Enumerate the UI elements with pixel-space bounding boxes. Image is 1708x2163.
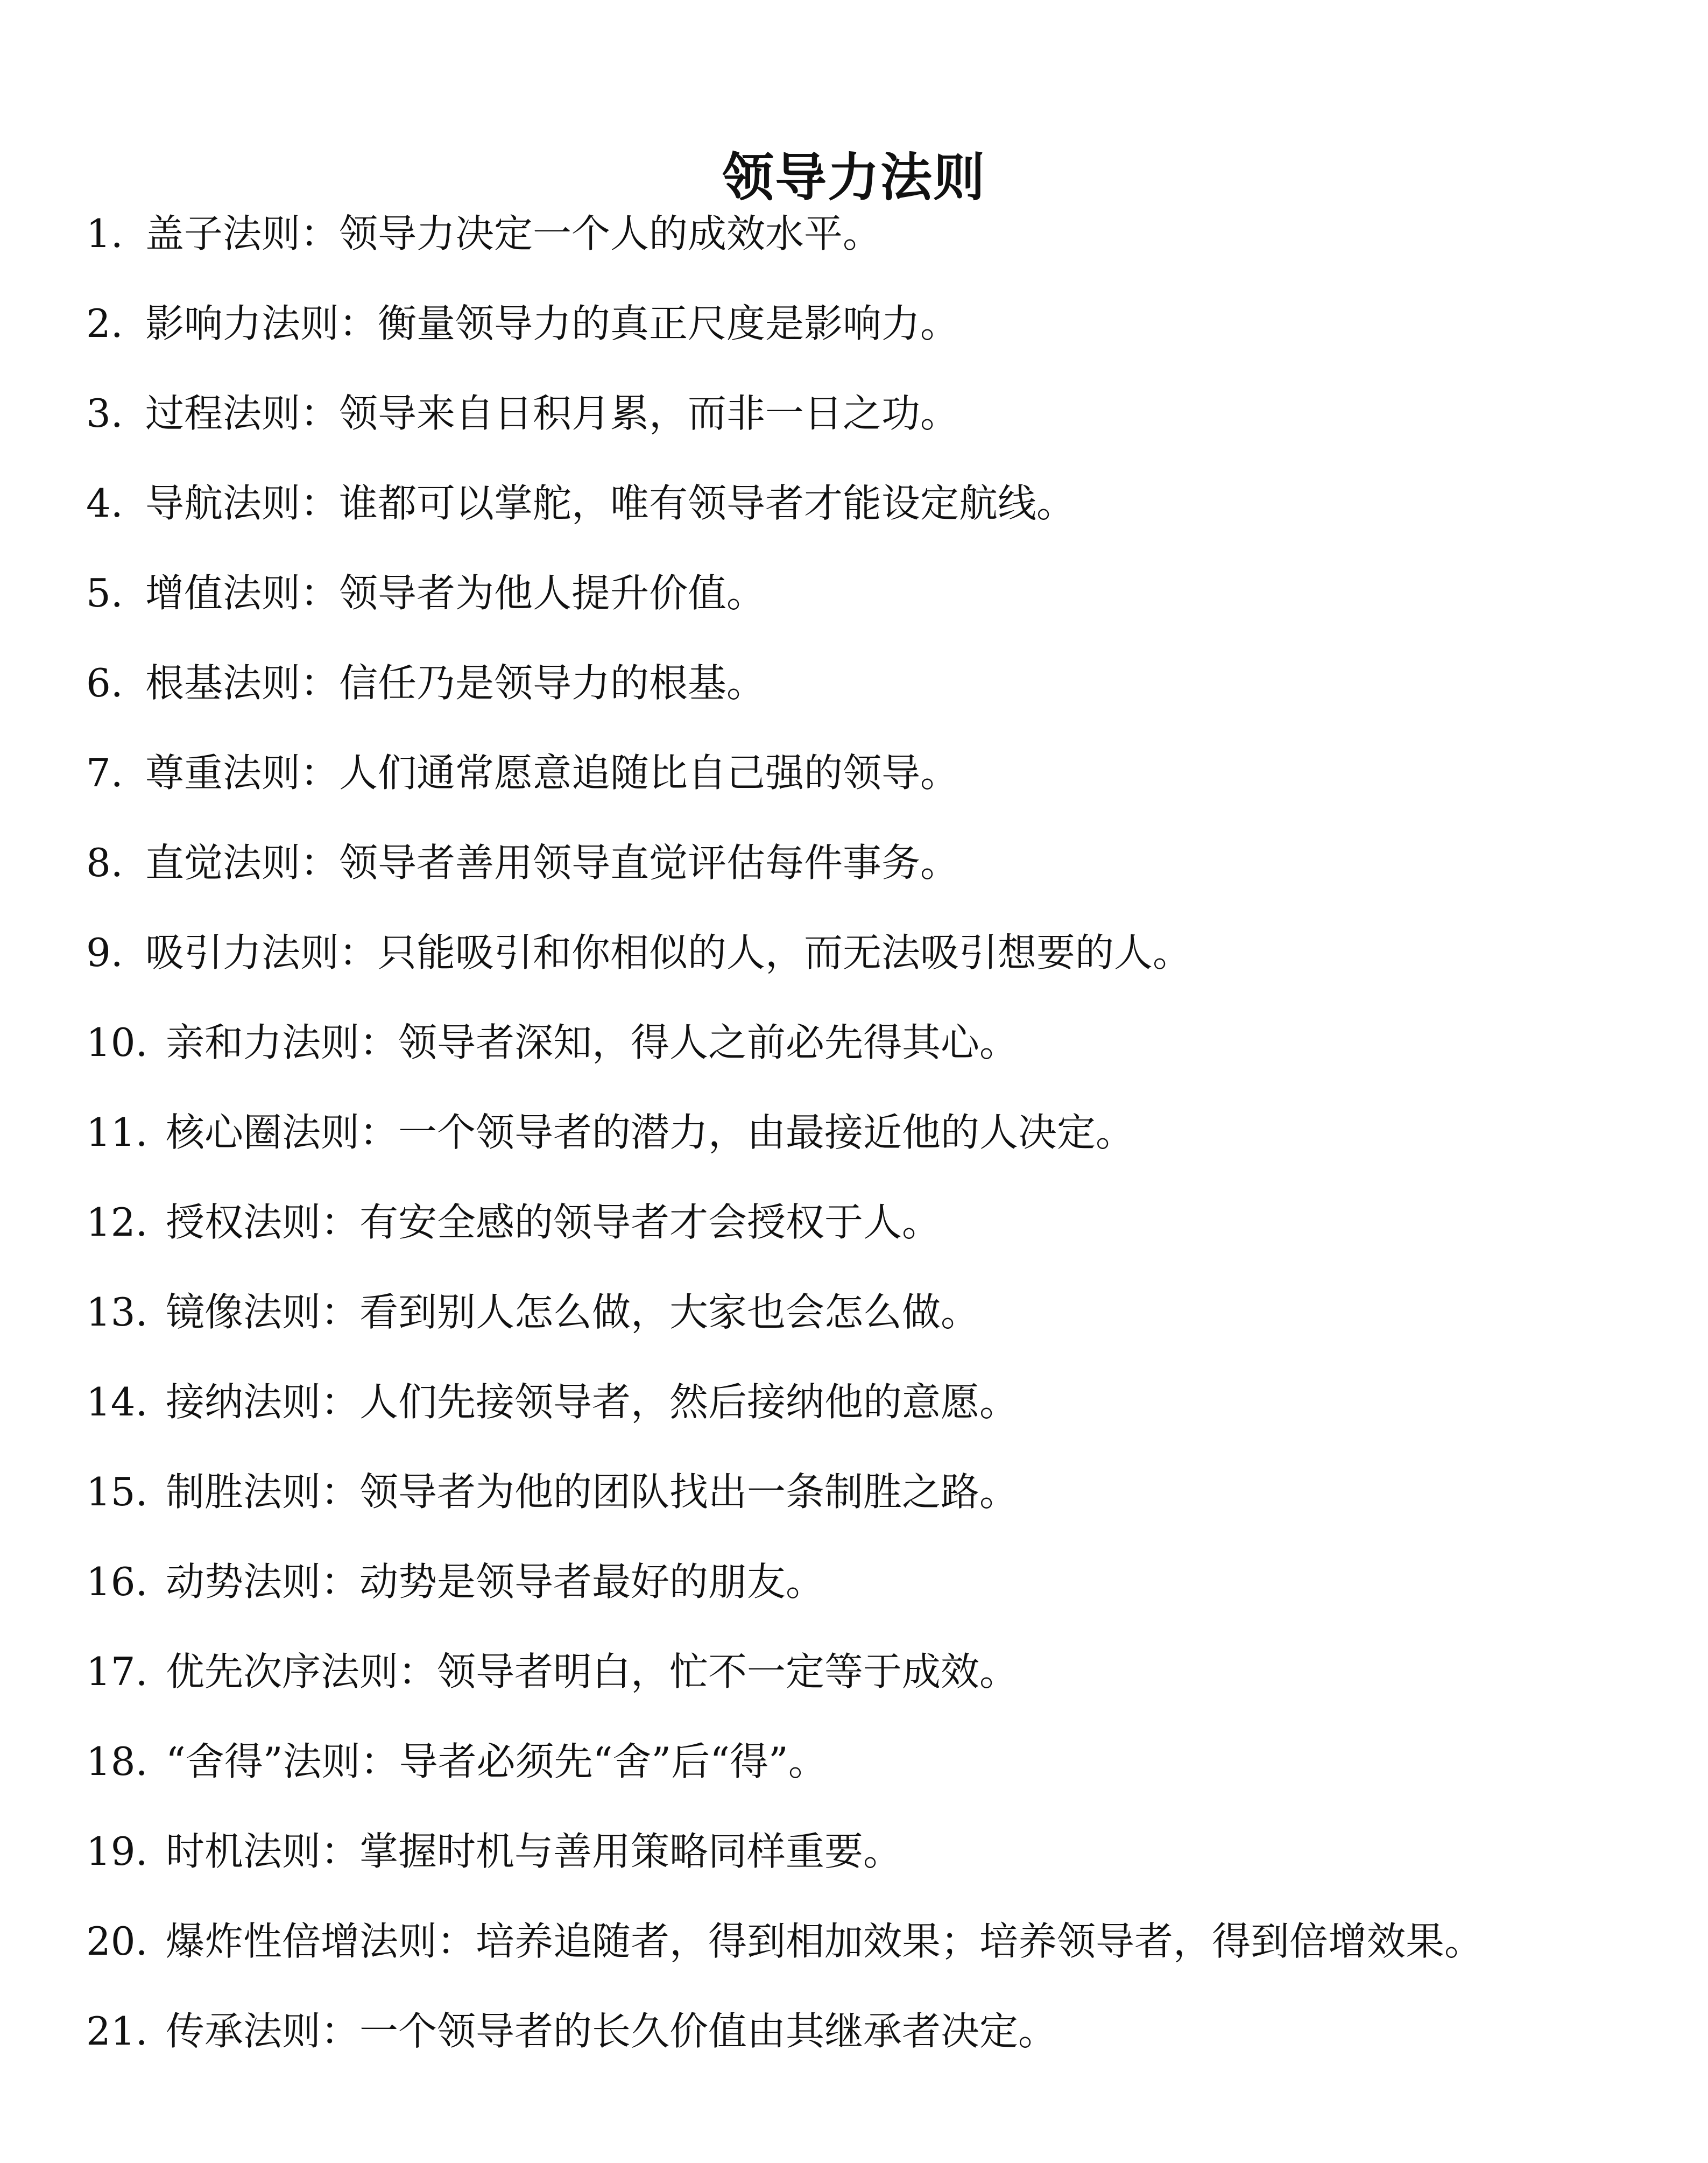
list-item <box>86 915 1679 1005</box>
item-number: 14. <box>86 1379 148 1425</box>
list-item <box>86 555 1679 645</box>
list-item <box>86 825 1679 915</box>
list-item <box>86 466 1679 555</box>
item-text: 尊重法则：人们通常愿意追随比自己强的领导。 <box>145 750 959 795</box>
item-number: 15. <box>86 1469 148 1514</box>
item-text: 接纳法则：人们先接领导者，然后接纳他的意愿。 <box>166 1379 1019 1425</box>
item-number: 7. <box>86 750 123 795</box>
item-text: 动势法则：动势是领导者最好的朋友。 <box>166 1559 825 1604</box>
item-text: 核心圈法则：一个领导者的潜力，由最接近他的人决定。 <box>166 1110 1135 1155</box>
item-number: 20. <box>86 1919 148 1964</box>
item-text: 导航法则：谁都可以掌舵，唯有领导者才能设定航线。 <box>145 481 1076 526</box>
item-number: 10. <box>86 1020 148 1065</box>
item-text: 亲和力法则：领导者深知，得人之前必先得其心。 <box>166 1020 1019 1065</box>
item-text: 传承法则：一个领导者的长久价值由其继承者决定。 <box>166 2009 1057 2054</box>
item-text: 授权法则：有安全感的领导者才会授权于人。 <box>166 1200 941 1245</box>
item-number: 3. <box>86 391 123 436</box>
list-item <box>86 286 1679 376</box>
item-text: 优先次序法则：领导者明白，忙不一定等于成效。 <box>166 1649 1019 1694</box>
list-item <box>86 1904 1679 1993</box>
item-text: 制胜法则：领导者为他的团队找出一条制胜之路。 <box>166 1469 1019 1514</box>
item-number: 19. <box>86 1829 148 1874</box>
list-item <box>86 1814 1679 1904</box>
item-text: 镜像法则：看到别人怎么做，大家也会怎么做。 <box>166 1290 980 1335</box>
list-item <box>86 1454 1679 1544</box>
item-text: 过程法则：领导来自日积月累，而非一日之功。 <box>145 391 959 436</box>
list-item <box>86 1005 1679 1095</box>
item-number: 21. <box>86 2009 148 2054</box>
item-number: 17. <box>86 1649 148 1694</box>
item-text: 爆炸性倍增法则：培养追随者，得到相加效果；培养领导者，得到倍增效果。 <box>166 1919 1484 1964</box>
item-number: 9. <box>86 930 123 975</box>
list-item <box>86 1993 1679 2083</box>
item-number: 1. <box>86 211 123 256</box>
item-text: 增值法则：领导者为他人提升价值。 <box>145 570 766 616</box>
list-item <box>86 1634 1679 1724</box>
list-item <box>86 196 1679 286</box>
list-item <box>86 1095 1679 1185</box>
item-number: 13. <box>86 1290 148 1335</box>
item-number: 12. <box>86 1200 148 1245</box>
list-item <box>86 645 1679 735</box>
item-number: 5. <box>86 570 123 616</box>
item-text: “舍得”法则：导者必须先“舍”后“得”。 <box>166 1739 827 1784</box>
list-item <box>86 1185 1679 1274</box>
item-number: 2. <box>86 301 123 346</box>
list-item <box>86 1274 1679 1364</box>
item-number: 8. <box>86 840 123 885</box>
law-list <box>86 196 1679 2083</box>
item-number: 4. <box>86 481 123 526</box>
item-number: 16. <box>86 1559 148 1604</box>
item-text: 根基法则：信任乃是领导力的根基。 <box>145 660 766 706</box>
item-number: 18. <box>86 1739 148 1784</box>
item-text: 时机法则：掌握时机与善用策略同样重要。 <box>166 1829 902 1874</box>
item-number: 11. <box>86 1110 148 1155</box>
list-item <box>86 735 1679 825</box>
list-item <box>86 376 1679 466</box>
list-item <box>86 1544 1679 1634</box>
item-text: 影响力法则：衡量领导力的真正尺度是影响力。 <box>145 301 959 346</box>
item-text: 盖子法则：领导力决定一个人的成效水平。 <box>145 211 882 256</box>
page-title: 领导力法则 <box>722 147 986 208</box>
item-text: 直觉法则：领导者善用领导直觉评估每件事务。 <box>145 840 959 885</box>
item-text: 吸引力法则：只能吸引和你相似的人，而无法吸引想要的人。 <box>145 930 1192 975</box>
item-number: 6. <box>86 660 123 706</box>
list-item <box>86 1724 1679 1814</box>
list-item <box>86 1364 1679 1454</box>
